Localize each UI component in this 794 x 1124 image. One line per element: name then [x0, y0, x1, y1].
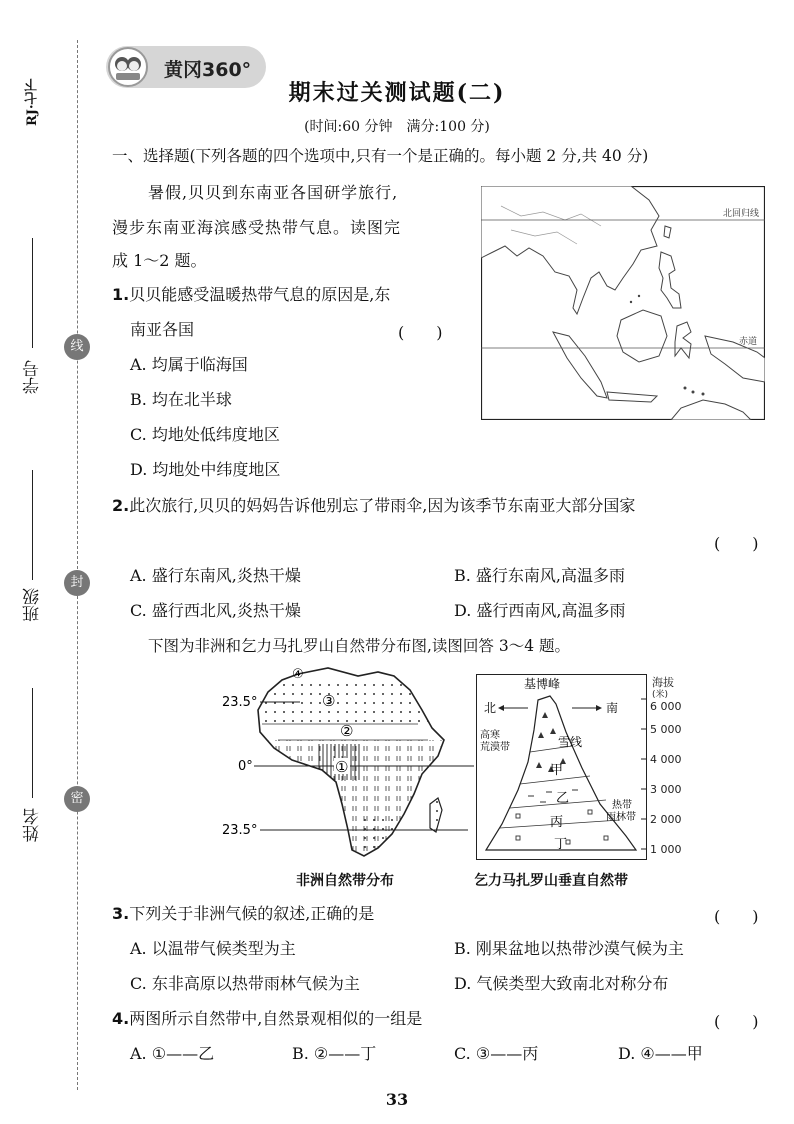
zone-yi-label: 乙: [556, 791, 570, 806]
q2-option-c[interactable]: C. 盛行西北风,炎热干燥: [130, 601, 301, 620]
zone-1-marker: ①: [335, 758, 349, 776]
q4-option-b[interactable]: B. ②——丁: [292, 1044, 377, 1063]
q4-stem: [112, 1009, 422, 1029]
page-number: 33: [385, 1090, 409, 1109]
q4-option-d[interactable]: D. ④——甲: [618, 1044, 703, 1063]
intro2: 下图为非洲和乞力马扎罗山自然带分布图,读图回答 3～4 题。: [148, 637, 571, 655]
intro1-line1: 暑假,贝贝到东南亚各国研学旅行,: [148, 183, 399, 202]
q2-option-d[interactable]: D. 盛行西南风,高温多雨: [454, 601, 626, 620]
altitude-unit: (米): [652, 690, 669, 700]
section-heading: 一、选择题(下列各题的四个选项中,只有一个是正确的。每小题 2 分,共 40 分): [112, 147, 649, 165]
north-label: 北: [484, 701, 497, 715]
brand-text: 黄冈360°: [164, 59, 252, 81]
south-label: 南: [606, 701, 619, 715]
alt-4000: 4 000: [650, 753, 682, 766]
banji-blank-line: [32, 470, 33, 580]
q1-answer-blank[interactable]: ( ): [398, 323, 443, 342]
q2-answer-blank[interactable]: ( ): [714, 534, 759, 553]
africa-natural-zones-map: [218, 664, 474, 864]
southeast-asia-map: [481, 186, 765, 420]
q4-answer-blank[interactable]: ( ): [714, 1012, 759, 1031]
intro1-line3: 成 1～2 题。: [112, 251, 207, 270]
q2-option-a[interactable]: A. 盛行东南风,炎热干燥: [130, 566, 301, 585]
africa-map-caption: 非洲自然带分布: [296, 873, 394, 889]
q3-answer-blank[interactable]: ( ): [714, 907, 759, 926]
snowline-label: 雪线: [558, 735, 583, 749]
tropic-of-cancer-label: 北回归线: [723, 209, 760, 219]
zone-bing-label: 丙: [550, 815, 564, 830]
page-subtitle: (时间:60 分钟 满分:100 分): [304, 119, 490, 135]
q4-option-c[interactable]: C. ③——丙: [454, 1044, 539, 1063]
alt-5000: 5 000: [650, 723, 682, 736]
zone-3-marker: ③: [322, 692, 336, 710]
q1-option-a[interactable]: A. 均属于临海国: [130, 355, 248, 374]
peak-label: 基博峰: [524, 677, 561, 691]
seal-xian: 线: [64, 334, 90, 360]
q1-option-d[interactable]: D. 均地处中纬度地区: [130, 460, 281, 479]
q4-text: 两图所示自然带中,自然景观相似的一组是: [129, 1009, 423, 1028]
xingming-blank-line: [32, 688, 33, 798]
africa-lat-south: 23.5°: [222, 823, 258, 838]
q3-stem: [112, 904, 374, 924]
alt-1000: 1 000: [650, 843, 682, 856]
seal-feng: 封: [64, 570, 90, 596]
africa-lat-north: 23.5°: [222, 695, 258, 710]
q2-stem: [112, 496, 635, 516]
xingming-label: 姓名: [23, 808, 43, 842]
equator-label: 赤道: [739, 337, 758, 347]
q1-stem-line1: [112, 285, 390, 305]
q1-number: 1.: [112, 285, 130, 304]
alpine-desert-label-2: 荒漠带: [480, 742, 510, 753]
zone-jia-label: 甲: [550, 763, 564, 778]
q4-option-a[interactable]: A. ①——乙: [130, 1044, 215, 1063]
page-title: 期末过关测试题(二): [288, 80, 506, 106]
q2-text: 此次旅行,贝贝的妈妈告诉他别忘了带雨伞,因为该季节东南亚大部分国家: [129, 496, 636, 515]
altitude-label: 海拔: [652, 676, 674, 689]
xuehao-blank-line: [32, 238, 33, 348]
zone-4-marker: ④: [292, 667, 304, 682]
q4-number: 4.: [112, 1009, 130, 1028]
q2-option-b[interactable]: B. 盛行东南风,高温多雨: [454, 566, 626, 585]
banji-label: 班级: [23, 588, 43, 622]
rainforest-label-1: 热带: [612, 800, 632, 811]
kilimanjaro-vertical-zones-diagram: [476, 664, 682, 862]
intro1-line2: 漫步东南亚海滨感受热带气息。读图完: [112, 218, 402, 237]
q3-option-c[interactable]: C. 东非高原以热带雨林气候为主: [130, 974, 360, 993]
africa-lat-equator: 0°: [238, 759, 253, 774]
xuehao-label: 学号: [23, 360, 43, 394]
q3-option-d[interactable]: D. 气候类型大致南北对称分布: [454, 974, 669, 993]
q3-text: 下列关于非洲气候的叙述,正确的是: [129, 904, 375, 923]
q3-number: 3.: [112, 904, 130, 923]
q1-option-b[interactable]: B. 均在北半球: [130, 390, 232, 409]
alt-2000: 2 000: [650, 813, 682, 826]
binding-cut-line: [77, 40, 78, 1090]
alpine-desert-label-1: 高寒: [480, 730, 500, 741]
kilimanjaro-caption: 乞力马扎罗山垂直自然带: [474, 873, 628, 889]
seal-mi: 密: [64, 786, 90, 812]
q1-text1: 贝贝能感受温暖热带气息的原因是,东: [129, 285, 391, 304]
q1-option-c[interactable]: C. 均地处低纬度地区: [130, 425, 280, 444]
zone-ding-label: 丁: [554, 837, 568, 852]
book-code: RJ·七下: [25, 78, 40, 126]
alt-6000: 6 000: [650, 700, 682, 713]
q2-number: 2.: [112, 496, 130, 515]
rainforest-label-2: 雨林带: [606, 812, 636, 823]
zone-2-marker: ②: [340, 722, 354, 740]
q3-option-b[interactable]: B. 刚果盆地以热带沙漠气候为主: [454, 939, 684, 958]
q3-option-a[interactable]: A. 以温带气候类型为主: [130, 939, 296, 958]
alt-3000: 3 000: [650, 783, 682, 796]
q1-stem-line2: 南亚各国: [130, 320, 195, 339]
